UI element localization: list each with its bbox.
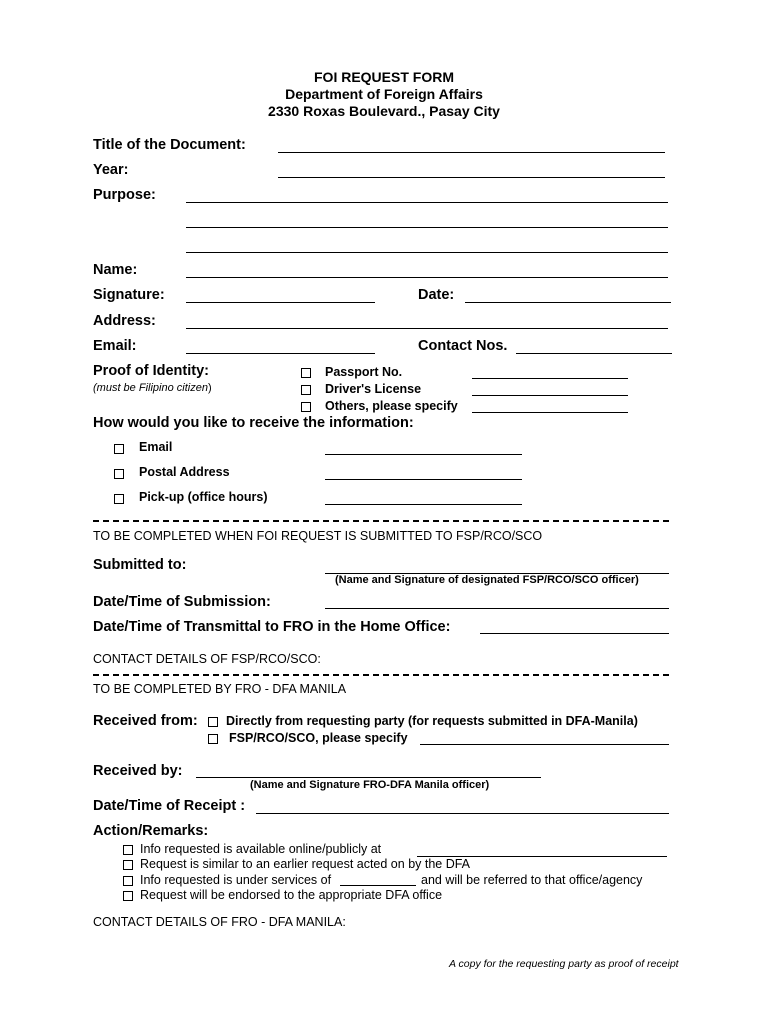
others-checkbox[interactable] [301, 402, 311, 412]
received-from-label: Received from: [93, 713, 198, 729]
contact-field[interactable] [516, 353, 672, 354]
contact-label: Contact Nos. [418, 338, 508, 354]
action-online-label: Info requested is available online/publicly at [140, 842, 382, 856]
transmittal-label: Date/Time of Transmittal to FRO in the Home Office: [93, 619, 451, 635]
action-label: Action/Remarks: [93, 823, 209, 839]
fro-contact-label: CONTACT DETAILS OF FRO - DFA MANILA: [93, 915, 346, 929]
name-label: Name: [93, 262, 138, 278]
receive-pickup-checkbox[interactable] [114, 494, 124, 504]
year-field[interactable] [278, 177, 665, 178]
transmittal-field[interactable] [480, 633, 669, 634]
received-fsp-field[interactable] [420, 744, 669, 745]
action-referred-label-b: and will be referred to that office/agency [421, 873, 643, 887]
receive-pickup-field[interactable] [325, 504, 522, 505]
email-label: Email: [93, 338, 137, 354]
received-direct-checkbox[interactable] [208, 717, 218, 727]
section-divider-2 [93, 674, 669, 676]
signature-field[interactable] [186, 302, 375, 303]
receive-question: How would you like to receive the information: [93, 415, 414, 431]
purpose-field-2[interactable] [186, 227, 668, 228]
fro-officer-caption: (Name and Signature FRO-DFA Manila officer) [250, 779, 490, 791]
received-fsp-checkbox[interactable] [208, 734, 218, 744]
receive-postal-field[interactable] [325, 479, 522, 480]
fro-section-heading: TO BE COMPLETED BY FRO - DFA MANILA [93, 682, 347, 696]
address-field[interactable] [186, 328, 668, 329]
action-endorsed-checkbox[interactable] [123, 891, 133, 901]
date-label: Date: [418, 287, 455, 303]
proof-label: Proof of Identity: [93, 363, 209, 379]
fsp-section-heading: TO BE COMPLETED WHEN FOI REQUEST IS SUBMITTED TO FSP/RCO/SCO [93, 529, 543, 543]
submitted-to-label: Submitted to: [93, 557, 187, 573]
action-referred-field[interactable] [340, 885, 416, 886]
receive-email-label: Email [139, 440, 173, 454]
signature-label: Signature: [93, 287, 165, 303]
action-similar-label: Request is similar to an earlier request acted on by the DFA [140, 857, 471, 871]
submission-label: Date/Time of Submission: [93, 594, 271, 610]
fsp-officer-caption: (Name and Signature of designated FSP/RCO/SCO officer) [335, 574, 639, 586]
section-divider [93, 520, 669, 522]
passport-checkbox[interactable] [301, 368, 311, 378]
submission-field[interactable] [325, 608, 669, 609]
others-field[interactable] [472, 412, 628, 413]
action-online-checkbox[interactable] [123, 845, 133, 855]
receipt-label: Date/Time of Receipt : [93, 798, 246, 814]
title-doc-label: Title of the Document: [93, 137, 246, 153]
received-by-label: Received by: [93, 763, 183, 779]
receive-pickup-label: Pick-up (office hours) [139, 490, 268, 504]
drivers-license-label: Driver's License [325, 382, 422, 396]
email-field[interactable] [186, 353, 375, 354]
received-by-field[interactable] [196, 777, 541, 778]
passport-label: Passport No. [325, 365, 403, 379]
receive-email-field[interactable] [325, 454, 522, 455]
drivers-license-field[interactable] [472, 395, 628, 396]
purpose-field-1[interactable] [186, 202, 668, 203]
received-direct-label: Directly from requesting party (for requests submitted in DFA-Manila) [226, 714, 638, 728]
passport-field[interactable] [472, 378, 628, 379]
year-label: Year: [93, 162, 129, 178]
title-doc-field[interactable] [278, 152, 665, 153]
action-similar-checkbox[interactable] [123, 860, 133, 870]
receive-postal-checkbox[interactable] [114, 469, 124, 479]
drivers-license-checkbox[interactable] [301, 385, 311, 395]
date-field[interactable] [465, 302, 671, 303]
receive-postal-label: Postal Address [139, 465, 230, 479]
purpose-field-3[interactable] [186, 252, 668, 253]
proof-note: (must be Filipino citizen) [93, 382, 212, 394]
received-fsp-label: FSP/RCO/SCO, please specify [229, 731, 408, 745]
fsp-contact-label: CONTACT DETAILS OF FSP/RCO/SCO: [93, 652, 321, 666]
department-address: 2330 Roxas Boulevard., Pasay City [268, 103, 500, 119]
action-referred-label-a: Info requested is under services of [140, 873, 332, 887]
action-referred-checkbox[interactable] [123, 876, 133, 886]
name-field[interactable] [186, 277, 668, 278]
purpose-label: Purpose: [93, 187, 156, 203]
others-label: Others, please specify [325, 399, 458, 413]
receipt-field[interactable] [256, 813, 669, 814]
form-title: FOI REQUEST FORM [314, 69, 454, 85]
address-label: Address: [93, 313, 156, 329]
receive-email-checkbox[interactable] [114, 444, 124, 454]
action-endorsed-label: Request will be endorsed to the appropriate DFA office [140, 888, 443, 902]
department-name: Department of Foreign Affairs [285, 86, 483, 102]
footer-note: A copy for the requesting party as proof of receipt [449, 958, 679, 970]
